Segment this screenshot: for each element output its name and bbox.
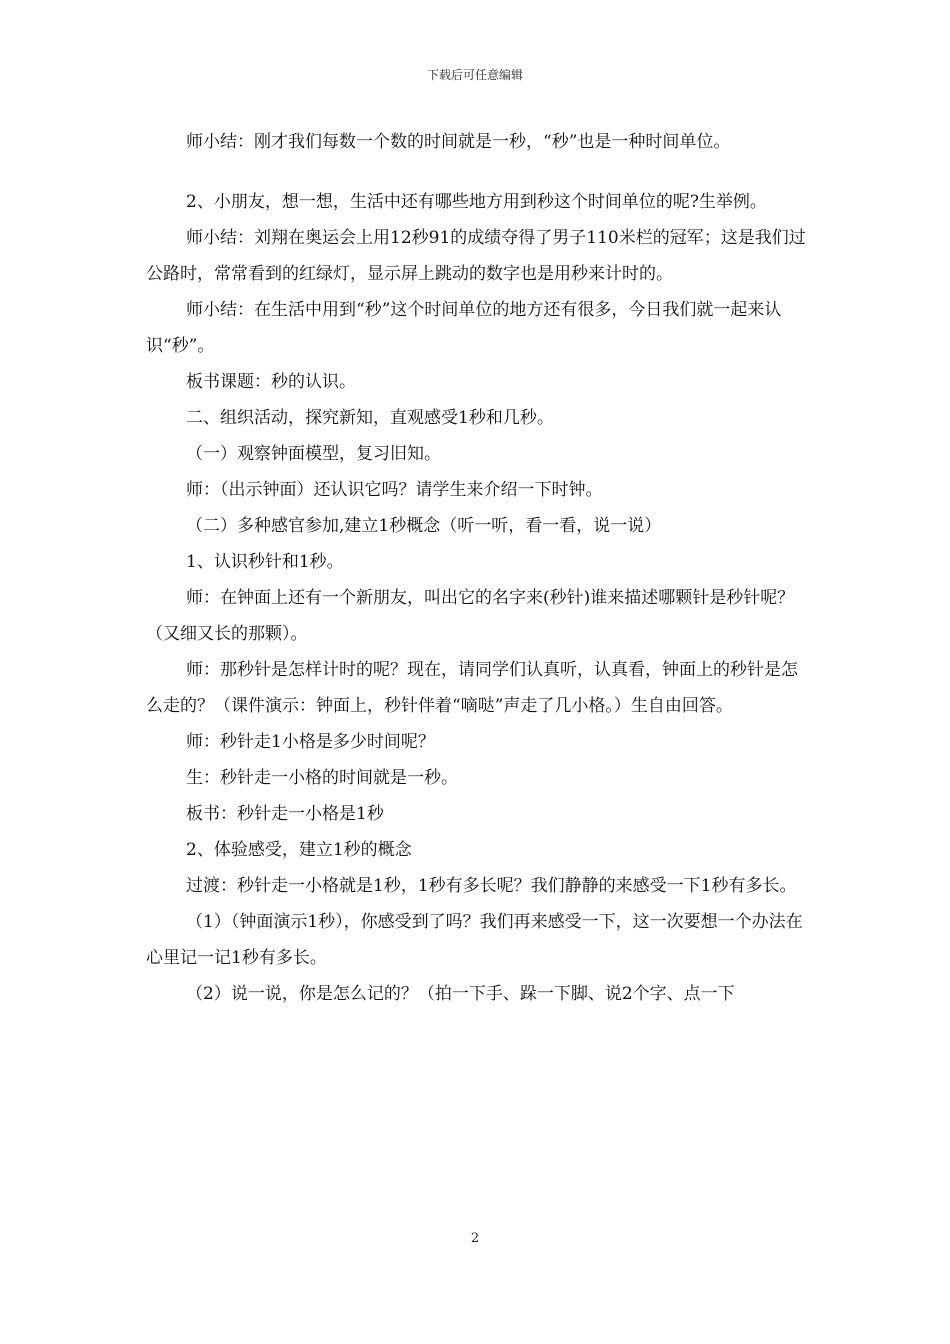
paragraph: 生：秒针走一小格的时间就是一秒。	[186, 768, 458, 788]
blank-gap	[146, 160, 808, 184]
paragraph: （2）说一说，你是怎么记的？（拍一下手、跺一下脚、说2个字、点一下	[186, 984, 735, 1004]
paragraph: 师：（出示钟面）还认识它吗？请学生来介绍一下时钟。	[186, 480, 603, 500]
paragraph: 师小结：刘翔在奥运会上用12秒91的成绩夺得了男子110米栏的冠军；这是我们过公路时，常常看到的红绿灯，显示屏上跳动的数字也是用秒来计时的。	[146, 228, 806, 284]
paragraph: （一）观察钟面模型，复习旧知。	[186, 444, 441, 464]
paragraph: 师小结：在生活中用到“秒”这个时间单位的地方还有很多，今日我们就一起来认识“秒”。	[146, 300, 782, 356]
paragraph: 板书：秒针走一小格是1秒	[186, 804, 384, 824]
paragraph: 2、体验感受，建立1秒的概念	[186, 840, 412, 860]
paragraph: 师：那秒针是怎样计时的呢？现在，请同学们认真听，认真看，钟面上的秒针是怎么走的？（课件演示：钟面上，秒针伴着“嘀哒”声走了几小格。）生自由回答。	[146, 660, 798, 716]
page-header: 下载后可任意编辑	[426, 68, 523, 82]
paragraph: （二）多种感官参加,建立1秒概念（听一听，看一看，说一说）	[186, 516, 662, 536]
paragraph: 板书课题：秒的认识。	[186, 372, 356, 392]
paragraph: 二、组织活动，探究新知，直观感受1秒和几秒。	[186, 408, 554, 428]
page-number: 2	[470, 1231, 480, 1246]
paragraph: 2、小朋友，想一想，生活中还有哪些地方用到秒这个时间单位的呢?生举例。	[186, 192, 767, 212]
paragraph: 过渡：秒针走一小格就是1秒，1秒有多长呢？我们静静的来感受一下1秒有多长。	[186, 876, 797, 896]
document-body	[146, 124, 808, 1012]
paragraph: 师小结：刚才我们每数一个数的时间就是一秒，“秒”也是一种时间单位。	[186, 132, 731, 152]
paragraph: （1）（钟面演示1秒），你感受到了吗？我们再来感受一下，这一次要想一个办法在心里记一记1秒有多长。	[146, 912, 803, 968]
paragraph: 1、认识秒针和1秒。	[186, 552, 344, 572]
paragraph: 师：在钟面上还有一个新朋友，叫出它的名字来(秒针)谁来描述哪颗针是秒针呢？（又细又长的那颗）。	[146, 588, 795, 644]
paragraph: 师：秒针走1小格是多少时间呢？	[186, 732, 435, 752]
